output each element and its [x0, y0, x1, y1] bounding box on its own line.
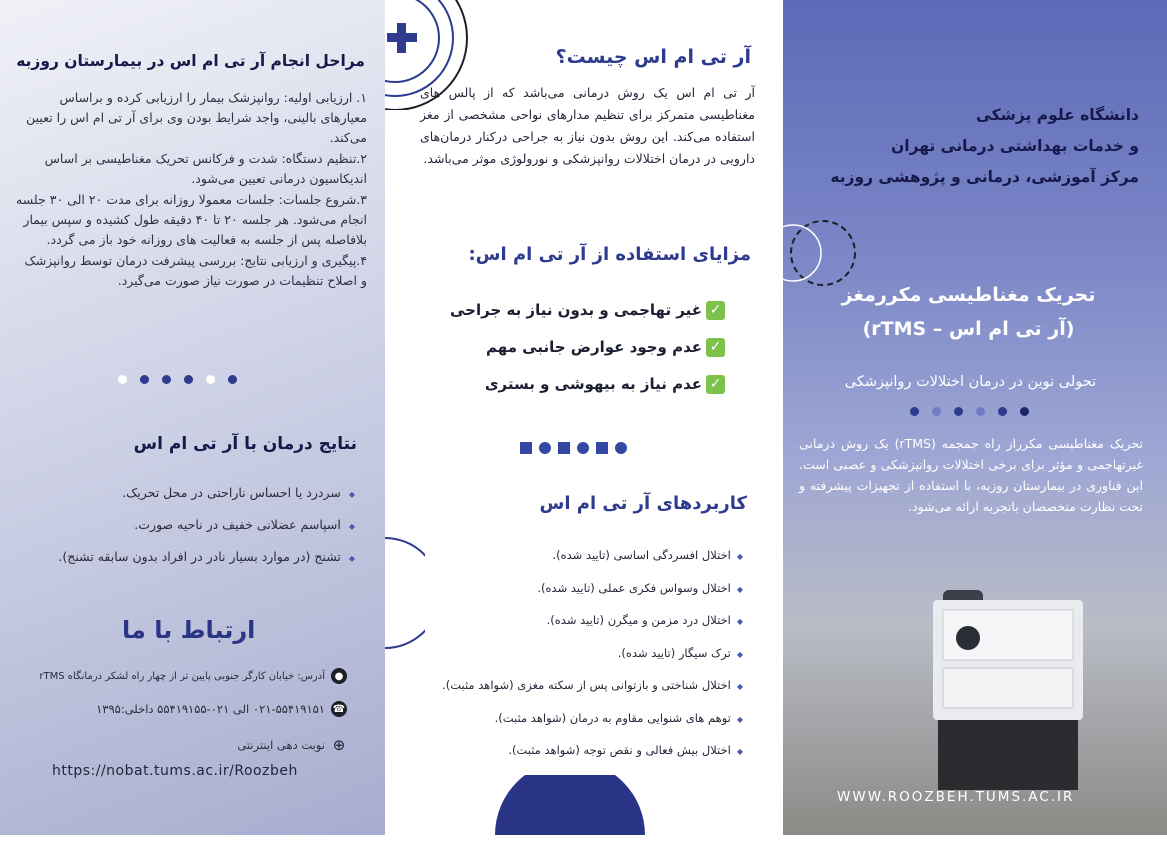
university-line: مرکز آموزشی، درمانی و پژوهشی روزبه: [830, 168, 1139, 186]
main-title: [796, 278, 1141, 346]
list-item: ◆ ترک سیگار (تایید شده).: [385, 638, 743, 671]
online-row: [237, 737, 347, 753]
decorative-half-circle: [495, 775, 645, 835]
bottom-margin: [0, 835, 1167, 845]
list-item: ◆ اختلال شناختی و بازتوانی پس از سکته مغزی (شواهد مثبت).: [385, 670, 743, 703]
main-title-line: تحریک مغناطیسی مکررمغز: [841, 284, 1096, 306]
decorative-dots: [910, 407, 1029, 416]
tagline: تحولی نوین در درمان اختلالات روانپزشکی: [844, 374, 1097, 390]
list-item: ◆ توهم های شنوایی مقاوم به درمان (شواهد مثبت).: [385, 703, 743, 736]
applications-title: کاربردهای آر تی ام اس: [539, 493, 747, 514]
university-name: [799, 100, 1139, 193]
list-item: ◆ اختلال بیش فعالی و نقص توجه (شواهد مثبت).: [385, 735, 743, 768]
applications-list: [385, 540, 743, 768]
list-item: ◆ سردرد یا احساس ناراحتی در محل تحریک.: [25, 478, 355, 510]
results-list: [25, 478, 355, 574]
results-title: نتایج درمان با آر تی ام اس: [133, 434, 357, 454]
check-icon: ✓: [706, 301, 725, 320]
step-item: ۳.شروع جلسات: جلسات معمولا روزانه برای مدت ۲۰ الی ۳۰ جلسه انجام می‌شود. هر جلسه ۲۰ تا ۴۰ دقیقه طول کشیده و سپس بیمار بلافاصله پس از جلسه به فعالیت های روزانه خود باز می گردد.: [16, 192, 367, 247]
list-item: ◆ اختلال وسواس فکری عملی (تایید شده).: [385, 573, 743, 606]
left-panel: [0, 0, 385, 835]
benefit-item: ✓عدم نیاز به بیهوشی و بستری: [450, 366, 725, 403]
address-row: [39, 668, 347, 684]
what-is-text: آر تی ام اس یک روش درمانی می‌باشد که از پالس های مغناطیسی متمرکز برای تنظیم مدارهای نواحی مشخصی از مغز استفاده می‌کند. این روش بدون نیاز به جراحی درکنار درمان‌های دارویی در درمان اختلالات روانپزشکی و نورولوژی موثر می‌باشد.: [420, 85, 755, 166]
check-icon: ✓: [706, 375, 725, 394]
university-line: و خدمات بهداشتی درمانی تهران: [891, 137, 1139, 155]
rtms-device-illustration: [933, 590, 1083, 790]
phone-row: [96, 701, 347, 717]
website-url[interactable]: WWW.ROOZBEH.TUMS.AC.IR: [837, 789, 1075, 805]
university-line: دانشگاه علوم پزشکی: [975, 106, 1139, 124]
benefit-item: ✓عدم وجود عوارض جانبی مهم: [450, 329, 725, 366]
intro-text: تحریک مغناطیسی مکرراز راه جمجمه (rTMS) یک روش درمانی غیرتهاجمی و مؤثر برای برخی اختلالات روانپزشکی و عصبی است. این فناوری در بیمارستان روزبه، با استفاده از تجهیزات پیشرفته و تحت نظارت متخصصان باتجربه ارائه می‌شود.: [799, 436, 1143, 514]
main-title-line: (آر تی ام اس – rTMS): [862, 318, 1075, 340]
contact-title: ارتباط با ما: [122, 616, 256, 644]
benefits-list: [450, 292, 725, 403]
phone-text: ۰۲۱-۵۵۴۱۹۱۵۱ الی ۰۲۱-۵۵۴۱۹۱۵۵ داخلی:۱۳۹۵: [96, 702, 325, 716]
online-label: نوبت دهی اینترنتی: [237, 738, 325, 752]
list-item: ◆ تشنج (در موارد بسیار نادر در افراد بدون سابقه تشنج).: [25, 542, 355, 574]
list-item: ◆ اختلال افسردگی اساسی (تایید شده).: [385, 540, 743, 573]
step-item: ۲.تنظیم دستگاه: شدت و فرکانس تحریک مغناطیسی بر اساس اندیکاسیون درمانی تعیین می‌شود.: [44, 151, 367, 186]
steps-list: [15, 88, 367, 292]
address-text: آدرس: خیابان کارگر جنوبی پایین تر از چهار راه لشکر درمانگاه rTMS: [39, 670, 325, 682]
online-url-link[interactable]: https://nobat.tums.ac.ir/Roozbeh: [52, 763, 298, 779]
decorative-shapes: [520, 442, 627, 454]
benefits-title: مزایای استفاده از آر تی ام اس:: [468, 244, 751, 265]
decorative-dots: [118, 375, 237, 384]
step-item: ۱. ارزیابی اولیه: روانپزشک بیمار را ارزیابی کرده و براساس معیارهای بالینی، واجد شرایط بودن وی برای آر تی ام اس را تعیین می‌کند.: [26, 90, 367, 145]
list-item: ◆ اسپاسم عضلانی خفیف در ناحیه صورت.: [25, 510, 355, 542]
right-panel: [783, 0, 1167, 835]
steps-title: مراحل انجام آر تی ام اس در بیمارستان روزبه: [16, 52, 365, 70]
what-is-title: آر تی ام اس چیست؟: [555, 46, 751, 68]
step-item: ۴.پیگیری و ارزیابی نتایج: بررسی پیشرفت درمان توسط روانپزشک و اصلاح تنظیمات در صورت نیاز صورت می‌گیرد.: [24, 253, 367, 288]
middle-panel: [385, 0, 783, 835]
phone-icon: ☎: [331, 701, 347, 717]
globe-icon: ⊕: [332, 736, 346, 754]
list-item: ◆ اختلال درد مزمن و میگرن (تایید شده).: [385, 605, 743, 638]
benefit-item: ✓غیر تهاجمی و بدون نیاز به جراحی: [450, 292, 725, 329]
location-pin-icon: ●: [331, 668, 347, 684]
check-icon: ✓: [706, 338, 725, 357]
